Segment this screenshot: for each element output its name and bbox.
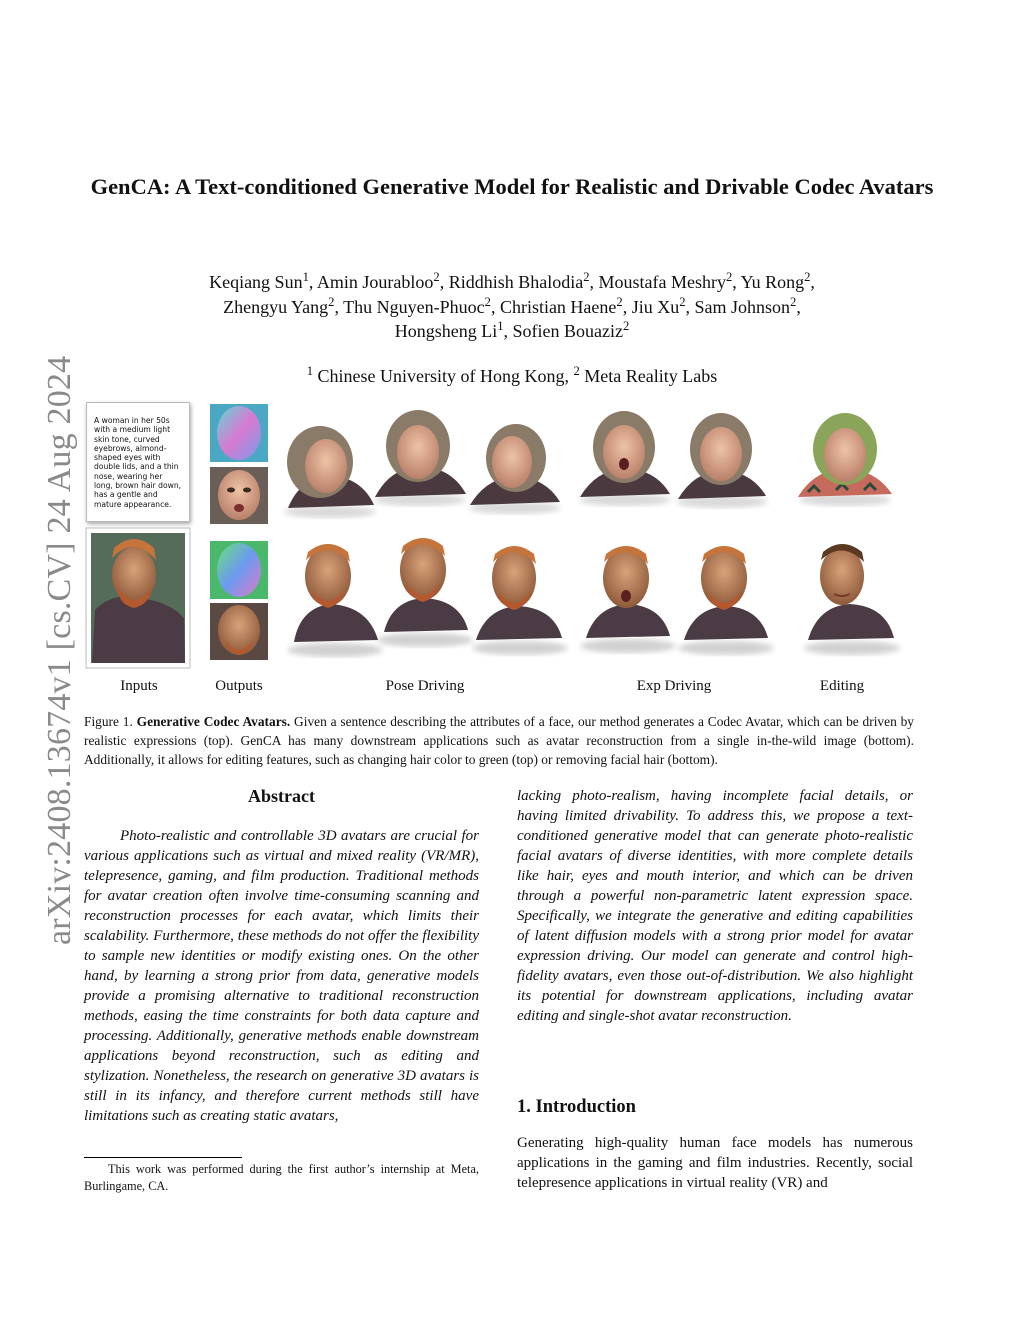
author: Christian Haene$^2$ <box>499 294 623 317</box>
footnote-divider <box>84 1157 242 1158</box>
avatar-vangogh-edit-no-beard <box>804 544 900 655</box>
author: Yu Rong$^2$ <box>740 270 811 292</box>
avatar-vangogh-pose-2 <box>377 538 473 647</box>
output-normal-map-top <box>210 404 268 462</box>
author: Jiu Xu$^2$ <box>631 294 686 317</box>
avatar-vangogh-pose-3 <box>472 546 568 655</box>
avatar-vangogh-pose-1 <box>287 544 383 657</box>
label-editing: Editing <box>819 678 865 694</box>
author: Hongsheng Li$^1$ <box>394 319 504 341</box>
figure-caption: Figure 1. Generative Codec Avatars. Given a sentence describing the attributes of a face, our method generates a Codec Avatar, which can be driven by realistic expressions (top). GenCA has many downstream applications such as avatar reconstruction from a single in-the-wild image (bottom). Additionally, it allows for editing features, such as changing hair color to green (top) or removing facial hair (bottom). <box>84 714 914 767</box>
abstract-text-right: lacking photo-realism, having incomplete facial details, or having limited drivability. To address this, we propose a text-conditioned generative model that can generate photo-realistic facial avatars of diverse identities, with more complete details like hair, eyes and mouth interior, and which can be driven through a powerful non-parametric latent expression space. Specifically, we integrate the generative and editing capabilities of latent diffusion models with a strong prior model for avatar expression driving. Our model can generate and control high-fidelity avatars, even those out-of-distribution. We also highlight its potential for downstream applications, including avatar editing and single-shot avatar reconstruction. <box>517 788 913 1024</box>
author: Sam Johnson$^2$ <box>694 294 797 317</box>
author: Amin Jourabloo$^2$ <box>316 270 440 292</box>
author: Thu Nguyen-Phuoc$^2$ <box>343 294 491 317</box>
section-heading-introduction: 1. Introduction <box>517 1097 636 1117</box>
avatar-woman-pose-1 <box>284 426 376 518</box>
output-texture-bottom <box>210 603 268 660</box>
avatar-vangogh-exp-2 <box>678 546 774 655</box>
avatar-woman-pose-3 <box>469 424 561 514</box>
avatar-woman-exp-1 <box>579 411 671 506</box>
label-exp-driving: Exp Driving <box>636 678 712 694</box>
author: Keqiang Sun$^1$ <box>209 270 309 292</box>
abstract-text-left: Photo-realistic and controllable 3D avatars are crucial for various applications such as virtual and mixed reality (VR/MR), telepresence, gaming, and film production. Traditional methods for avatar creation often involve time-consuming scanning and reconstruction processes for each avatar, which limits their scalability. Furthermore, these methods do not offer the flexibility to sample new identities or modify existing ones. On the other hand, by learning a strong prior from data, generative models provide a promising alternative to traditional reconstruction methods, easing the time constraints for both data capture and processing. Additionally, generative methods enable downstream applications beyond reconstruction, such as editing and stylization. Nonetheless, the research on generative 3D avatars is still in its infancy, and therefore current methods still have limitations such as creating static avatars, <box>84 828 479 1124</box>
author: Moustafa Meshry$^2$ <box>598 270 733 292</box>
avatar-woman-pose-2 <box>374 410 466 506</box>
avatar-woman-edit-green-hair <box>798 413 892 506</box>
author: Riddhish Bhalodia$^2$ <box>448 270 590 292</box>
author: Sofien Bouaziz$^2$ <box>512 319 630 341</box>
abstract-heading: Abstract <box>248 786 315 806</box>
prompt-text-box: A woman in her 50s with a medium light skin tone, curved eyebrows, almond-shaped eyes with double lids, and a thin nose, wearing her long, brown hair down, has a gentle and mature appearance. <box>86 402 190 522</box>
paper-title: GenCA: A Text-conditioned Generative Model for Realistic and Drivable Codec Avatars <box>90 174 934 199</box>
avatar-vangogh-exp-1 <box>580 546 676 653</box>
output-normal-map-bottom <box>210 541 268 599</box>
arxiv-stamp: arXiv:2408.13674v1 [cs.CV] 24 Aug 2024 <box>41 355 78 945</box>
label-outputs: Outputs <box>215 678 263 694</box>
avatar-woman-exp-2 <box>676 413 768 508</box>
author: Zhengyu Yang$^2$ <box>223 294 335 317</box>
label-inputs: Inputs <box>120 678 158 694</box>
affiliations: $^1$ Chinese University of Hong Kong, $^2$ Meta Reality Labs <box>306 364 718 386</box>
output-texture-top <box>210 467 268 524</box>
label-pose-driving: Pose Driving <box>385 678 465 694</box>
footnote: This work was performed during the first author’s internship at Meta, Burlingame, CA. <box>84 1162 479 1193</box>
author-list: Keqiang Sun$^1$, Amin Jourabloo$^2$, Riddhish Bhalodia$^2$, Moustafa Meshry$^2$, Yu Rong$^2$, Zhengyu Yang$^2$, Thu Nguyen-Phuoc$^2$, Christian Haene$^2$, Jiu Xu$^2$, Sam Johnson$^2$, Hongsheng Li$^1$, Sofien Bouaziz$^2$ <box>209 270 815 341</box>
introduction-text: Generating high-quality human face models has numerous applications in the gaming and film industries. Recently, social telepresence applications in virtual reality (VR) and <box>517 1135 913 1191</box>
input-portrait-painting <box>86 528 190 668</box>
